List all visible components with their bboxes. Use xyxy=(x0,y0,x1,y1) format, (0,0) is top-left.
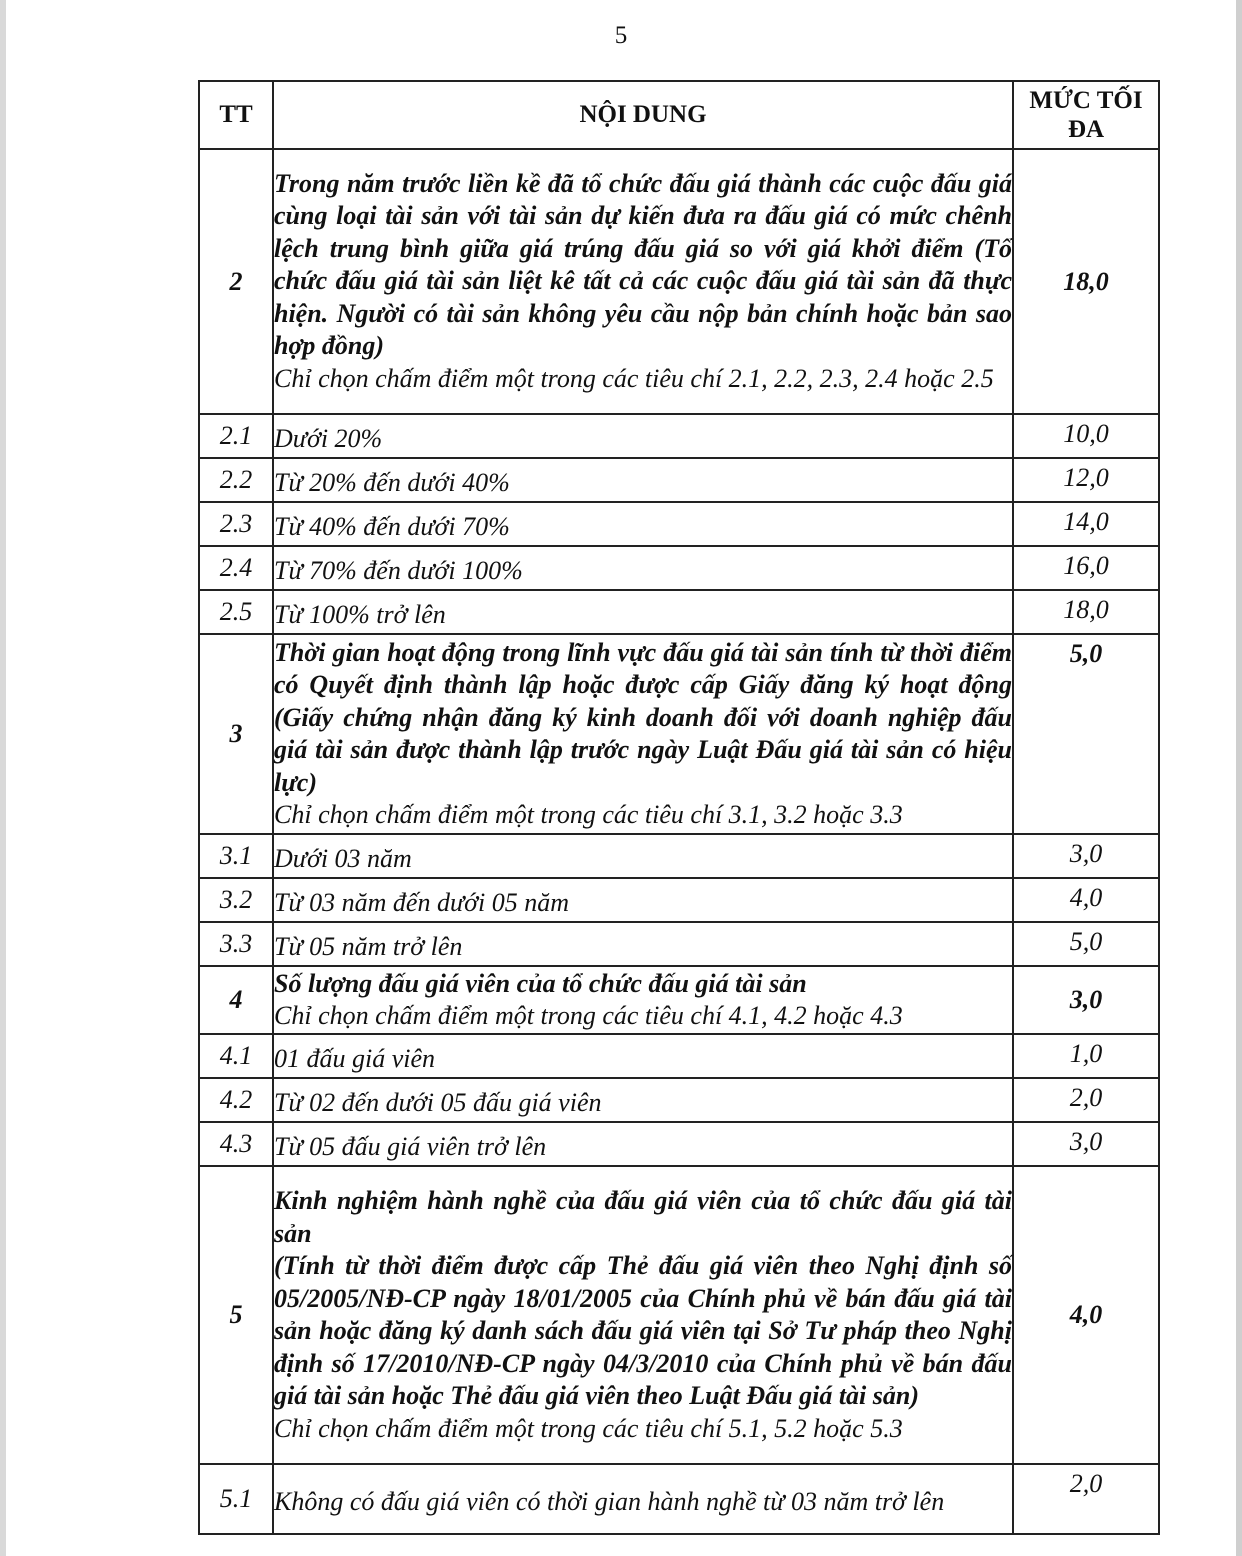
table-row xyxy=(199,966,1159,1034)
row-max-score: 5,0 xyxy=(1013,634,1159,834)
row-content: Không có đấu giá viên có thời gian hành nghề từ 03 năm trở lên xyxy=(273,1464,1013,1534)
row-content xyxy=(273,966,1013,1034)
row-content: Dưới 20% xyxy=(273,414,1013,458)
row-max-score: 3,0 xyxy=(1013,1122,1159,1166)
row-number: 2.1 xyxy=(199,414,273,458)
criterion-title: Trong năm trước liền kề đã tổ chức đấu giá thành các cuộc đấu giá cùng loại tài sản với tài sản dự kiến đưa ra đấu giá có mức chênh lệch trung bình giữa giá trúng đấu giá so với giá khởi điểm (Tổ chức đấu giá tài sản liệt kê tất cả các cuộc đấu giá tài sản đã thực hiện. Người có tài sản không yêu cầu nộp bản chính hoặc bản sao hợp đồng) xyxy=(274,168,1012,361)
criterion-note: Chỉ chọn chấm điểm một trong các tiêu chí 5.1, 5.2 hoặc 5.3 xyxy=(274,1413,903,1443)
criterion-note: Chỉ chọn chấm điểm một trong các tiêu chí 3.1, 3.2 hoặc 3.3 xyxy=(274,800,903,829)
row-content: Từ 05 đấu giá viên trở lên xyxy=(273,1122,1013,1166)
row-max-score: 14,0 xyxy=(1013,502,1159,546)
row-number: 2.4 xyxy=(199,546,273,590)
criteria-table xyxy=(198,80,1160,1535)
row-max-score: 18,0 xyxy=(1013,590,1159,634)
row-number: 2.2 xyxy=(199,458,273,502)
table-row xyxy=(199,590,1159,634)
criterion-detail: (Tính từ thời điểm được cấp Thẻ đấu giá viên theo Nghị định số 05/2005/NĐ-CP ngày 18/01/2005 của Chính phủ về bán đấu giá tài sản hoặc đăng ký danh sách đấu giá viên tại Sở Tư pháp theo Nghị định số 17/2010/NĐ-CP ngày 04/3/2010 của Chính phủ về bán đấu giá tài sản hoặc Thẻ đấu giá viên theo Luật Đấu giá tài sản) xyxy=(274,1251,1012,1410)
criterion-title: Kinh nghiệm hành nghề của đấu giá viên của tổ chức đấu giá tài sản xyxy=(274,1186,1012,1248)
row-max-score: 5,0 xyxy=(1013,922,1159,966)
row-number: 2 xyxy=(199,149,273,414)
row-max-score: 3,0 xyxy=(1013,966,1159,1034)
table-header-row xyxy=(199,81,1159,149)
row-number: 3.3 xyxy=(199,922,273,966)
row-content: Từ 70% đến dưới 100% xyxy=(273,546,1013,590)
row-number: 3.1 xyxy=(199,834,273,878)
criterion-note: Chỉ chọn chấm điểm một trong các tiêu chí 2.1, 2.2, 2.3, 2.4 hoặc 2.5 xyxy=(274,363,994,393)
row-number: 3 xyxy=(199,634,273,834)
row-number: 4 xyxy=(199,966,273,1034)
row-max-score: 12,0 xyxy=(1013,458,1159,502)
row-max-score: 4,0 xyxy=(1013,1166,1159,1464)
table-row xyxy=(199,149,1159,414)
row-content xyxy=(273,1166,1013,1464)
row-content: Dưới 03 năm xyxy=(273,834,1013,878)
row-number: 2.5 xyxy=(199,590,273,634)
row-content: Từ 40% đến dưới 70% xyxy=(273,502,1013,546)
row-max-score: 18,0 xyxy=(1013,149,1159,414)
row-max-score: 10,0 xyxy=(1013,414,1159,458)
row-max-score: 1,0 xyxy=(1013,1034,1159,1078)
row-content: Từ 100% trở lên xyxy=(273,590,1013,634)
table-row xyxy=(199,1122,1159,1166)
row-max-score: 16,0 xyxy=(1013,546,1159,590)
scan-edge-left xyxy=(0,0,6,1556)
table-row xyxy=(199,546,1159,590)
row-content: Từ 03 năm đến dưới 05 năm xyxy=(273,878,1013,922)
row-number: 4.2 xyxy=(199,1078,273,1122)
table-row xyxy=(199,634,1159,834)
table-row xyxy=(199,502,1159,546)
table-row xyxy=(199,834,1159,878)
criterion-title: Thời gian hoạt động trong lĩnh vực đấu giá tài sản tính từ thời điểm có Quyết định thành lập hoặc được cấp Giấy đăng ký hoạt động (Giấy chứng nhận đăng ký kinh doanh đối với doanh nghiệp đấu giá tài sản được thành lập trước ngày Luật Đấu giá tài sản có hiệu lực) xyxy=(274,637,1012,797)
row-number: 4.3 xyxy=(199,1122,273,1166)
row-max-score: 2,0 xyxy=(1013,1078,1159,1122)
table-row xyxy=(199,1166,1159,1464)
row-content: Từ 02 đến dưới 05 đấu giá viên xyxy=(273,1078,1013,1122)
scan-edge-right xyxy=(1236,0,1242,1556)
row-content xyxy=(273,149,1013,414)
row-content: Từ 20% đến dưới 40% xyxy=(273,458,1013,502)
header-tt: TT xyxy=(199,81,273,149)
row-number: 3.2 xyxy=(199,878,273,922)
row-max-score: 3,0 xyxy=(1013,834,1159,878)
row-content: Từ 05 năm trở lên xyxy=(273,922,1013,966)
table-row xyxy=(199,878,1159,922)
header-max-score xyxy=(1013,81,1159,149)
table-row xyxy=(199,922,1159,966)
table-row xyxy=(199,414,1159,458)
header-content: NỘI DUNG xyxy=(273,81,1013,149)
header-max-line1: MỨC TỐI xyxy=(1029,87,1143,114)
row-number: 2.3 xyxy=(199,502,273,546)
page-number: 5 xyxy=(614,22,628,49)
table-row xyxy=(199,1464,1159,1534)
criterion-title: Số lượng đấu giá viên của tổ chức đấu giá tài sản xyxy=(274,968,807,998)
row-number: 4.1 xyxy=(199,1034,273,1078)
row-content: 01 đấu giá viên xyxy=(273,1034,1013,1078)
row-number: 5.1 xyxy=(199,1464,273,1534)
header-max-line2: ĐA xyxy=(1067,116,1105,143)
row-number: 5 xyxy=(199,1166,273,1464)
table-row xyxy=(199,1078,1159,1122)
row-content xyxy=(273,634,1013,834)
table-row xyxy=(199,458,1159,502)
table-row xyxy=(199,1034,1159,1078)
criterion-note: Chỉ chọn chấm điểm một trong các tiêu chí 4.1, 4.2 hoặc 4.3 xyxy=(274,1001,903,1030)
row-max-score: 2,0 xyxy=(1013,1464,1159,1534)
row-max-score: 4,0 xyxy=(1013,878,1159,922)
